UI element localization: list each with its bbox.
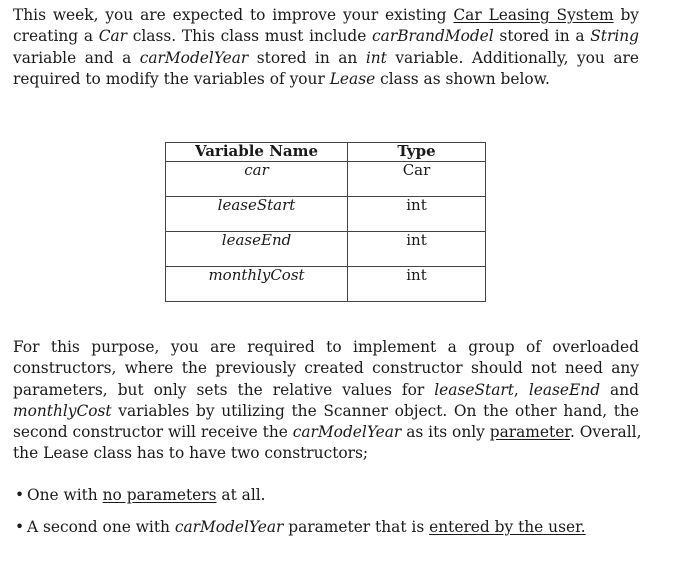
cell-type: int [348, 267, 486, 302]
bullet-icon: • [15, 486, 25, 504]
text: . Overall, [569, 423, 642, 442]
text: at all. [216, 486, 266, 504]
text: parameter [489, 423, 570, 442]
text: int [365, 48, 387, 67]
text: variables by utilizing the Scanner object. On the other hand, the [111, 401, 639, 420]
text: required to modify the variables of your [13, 69, 330, 88]
cell-type: Car [348, 162, 486, 197]
body-line-5 [13, 422, 642, 443]
cell-type: int [348, 232, 486, 267]
bullet-icon: • [15, 518, 25, 536]
text: carBrandModel [372, 27, 494, 46]
list-item [13, 485, 586, 506]
text: stored in an [248, 48, 366, 67]
intro-line-3 [13, 48, 639, 69]
list-item [13, 517, 586, 538]
text: entered by the user. [429, 518, 586, 536]
body-line-6: the Lease class has to have two constructors; [13, 444, 369, 463]
text: String [590, 27, 640, 46]
body-line-2: constructors, where the previously created constructor should not need any [13, 359, 639, 378]
text: , [513, 380, 529, 399]
table-row [166, 162, 486, 197]
text: as its only [401, 423, 490, 442]
text: stored in a [493, 27, 591, 46]
table-header-row [166, 143, 486, 162]
cell-variable-name: monthlyCost [166, 267, 348, 302]
intro-paragraph [13, 5, 639, 90]
text: creating a [13, 27, 99, 46]
text: parameter that is [283, 518, 430, 536]
text: class as shown below. [375, 69, 550, 88]
body-line-4 [13, 401, 639, 422]
text: second constructor will receive the [13, 423, 293, 442]
table-row [166, 267, 486, 302]
text: Car [98, 27, 128, 46]
text: carModelYear [174, 518, 284, 536]
header-type: Type [348, 143, 486, 162]
text: variable and a [13, 48, 140, 67]
car-leasing-system-link: Car Leasing System [453, 6, 614, 24]
body-line-1: For this purpose, you are required to implement a group of overloaded [13, 338, 639, 356]
text: One with [27, 486, 103, 504]
table-row [166, 197, 486, 232]
header-variable-name: Variable Name [166, 143, 348, 162]
text: class. This class must include [127, 27, 373, 46]
intro-line-4 [13, 69, 639, 90]
constructor-list [13, 485, 586, 549]
text: carModelYear [292, 423, 402, 442]
variables-table [165, 142, 486, 302]
text: A second one with [27, 518, 175, 536]
intro-line-1 [13, 5, 639, 26]
text: by [613, 6, 639, 24]
cell-variable-name: car [166, 162, 348, 197]
text: no parameters [102, 486, 217, 504]
cell-type: int [348, 197, 486, 232]
text: carModelYear [139, 48, 249, 67]
body-line-3 [13, 380, 639, 401]
text: monthlyCost [13, 401, 112, 420]
cell-variable-name: leaseEnd [166, 232, 348, 267]
intro-line-2 [13, 26, 639, 47]
text: and [600, 380, 639, 399]
table-row [166, 232, 486, 267]
text: variable. Additionally, you are [386, 48, 639, 67]
cell-variable-name: leaseStart [166, 197, 348, 232]
text: Lease [329, 69, 376, 88]
text: leaseEnd [528, 380, 601, 399]
text: parameters, but only sets the relative values for [13, 380, 435, 399]
body-paragraph [13, 337, 642, 465]
text: leaseStart [434, 380, 514, 399]
text: This week, you are expected to improve your existing [13, 6, 454, 24]
